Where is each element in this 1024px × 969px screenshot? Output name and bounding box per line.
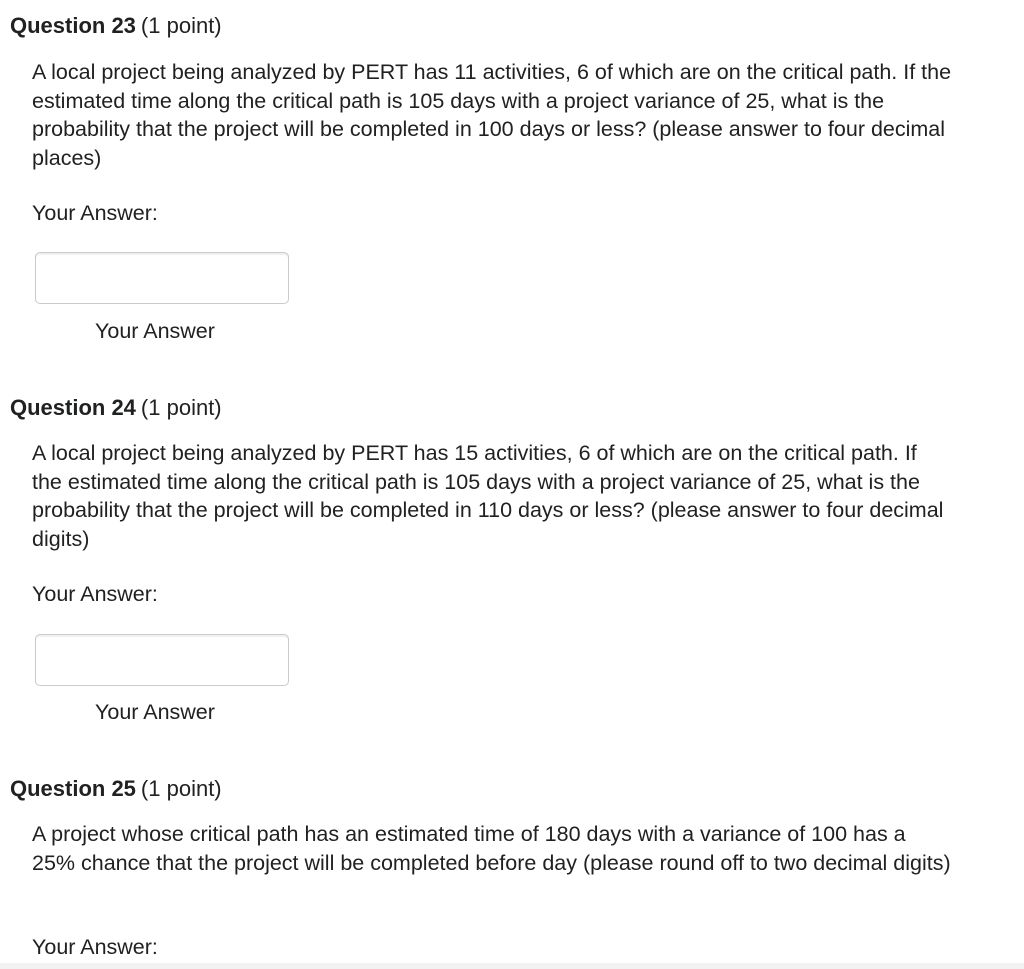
question-number: Question 24 xyxy=(10,395,136,420)
question-number: Question 23 xyxy=(10,13,136,38)
answer-caption: Your Answer xyxy=(95,700,215,724)
question-title xyxy=(10,12,222,40)
question-text: A local project being analyzed by PERT has 15 activities, 6 of which are on the critical path. If the estimated time along the critical path is 105 days with a project variance of 25, what is the probability that the project will be completed in 110 days or less? (please answer to four decimal digits) xyxy=(32,441,944,551)
question-points: (1 point) xyxy=(140,13,222,38)
bottom-edge xyxy=(0,963,1024,969)
question-points: (1 point) xyxy=(140,776,222,801)
question-title xyxy=(10,775,222,803)
question-points: (1 point) xyxy=(140,395,222,420)
question-text: A local project being analyzed by PERT has 11 activities, 6 of which are on the critical path. If the estimated time along the critical path is 105 days with a project variance of 25, what is the probability that the project will be completed in 100 days or less? (please answer to four decimal places) xyxy=(32,60,952,170)
answer-input[interactable] xyxy=(35,634,289,686)
answer-label: Your Answer: xyxy=(32,935,158,959)
question-number: Question 25 xyxy=(10,776,136,801)
answer-label: Your Answer: xyxy=(32,201,158,225)
answer-input[interactable] xyxy=(35,252,289,304)
question-title xyxy=(10,394,222,422)
answer-caption: Your Answer xyxy=(95,319,215,343)
question-text: A project whose critical path has an estimated time of 180 days with a variance of 100 has a 25% chance that the project will be completed before day (please round off to two decimal digits) xyxy=(32,822,951,875)
answer-label: Your Answer: xyxy=(32,582,158,606)
